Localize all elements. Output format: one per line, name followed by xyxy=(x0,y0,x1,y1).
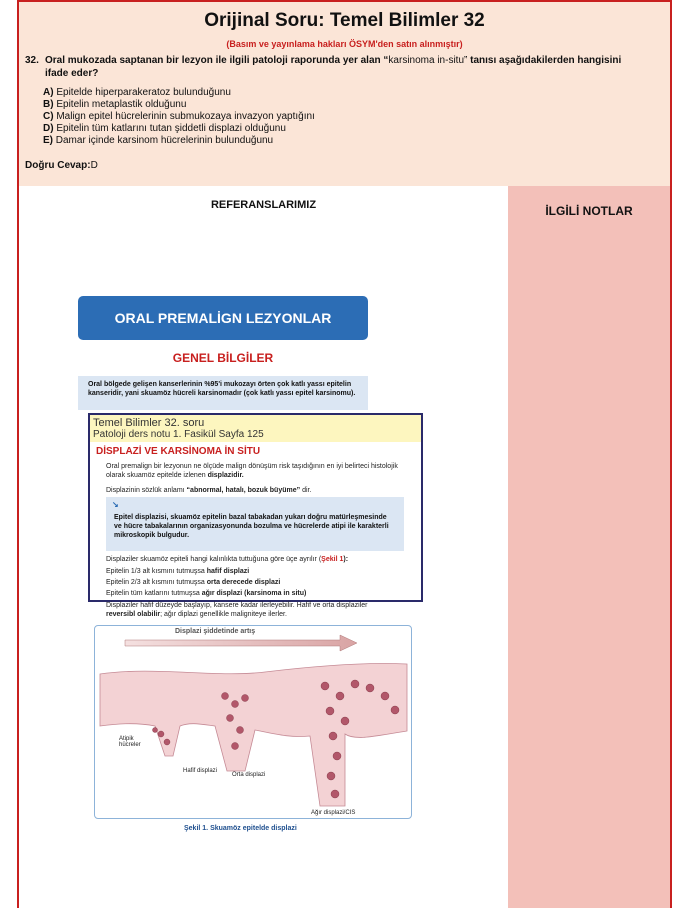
answer-label: Doğru Cevap: xyxy=(25,160,91,171)
list-item-mild: Epitelin 1/3 alt kısmını tutmuşsa hafif displazi xyxy=(106,568,250,575)
copyright-note: (Basım ve yayınlama hakları ÖSYM'den satın alınmıştır) xyxy=(226,39,463,49)
option-a: A) Epitelde hiperparakeratoz bulunduğunu xyxy=(43,87,231,98)
question-number: 32. xyxy=(25,55,39,66)
moderate-dysplasia-label: Orta displazi xyxy=(232,772,266,778)
list-item-moderate: Epitelin 2/3 alt kısmını tutmuşsa orta derecede displazi xyxy=(106,579,281,586)
notes-column xyxy=(508,186,670,908)
answer-value: D xyxy=(90,160,98,171)
severe-dysplasia-label: Ağır displazi/CIS xyxy=(311,810,356,816)
paragraph-1: Oral premalign bir lezyonun ne ölçüde malign dönüşüm risk taşıdığının en iyi belirteci histolojik olarak skuamöz epitelde izlenen displazidir. xyxy=(106,463,398,479)
section-heading: DİSPLAZİ VE KARSİNOMA İN SİTU xyxy=(96,446,261,457)
question-panel xyxy=(19,2,670,186)
option-e: E) Damar içinde karsinom hücrelerinin bulunduğunu xyxy=(43,135,274,146)
correct-answer xyxy=(25,160,98,171)
book-intro: Oral bölgede gelişen kanserlerinin %95'i mukozayı örten çok katlı yassı epitelin kanseridir, yani skuamöz hücreli karsinomadır (çok katlı yassı epitel karsinomu). xyxy=(78,376,368,410)
reference-source: Temel Bilimler 32. soru xyxy=(93,417,205,429)
option-d: D) Epitelin tüm katlarını tutan şiddetli displazi olduğunu xyxy=(43,123,286,134)
option-c: C) Malign epitel hücrelerinin submukozaya invazyon yaptığını xyxy=(43,111,315,122)
pointer-icon: ↘ xyxy=(112,500,119,509)
definition-box xyxy=(106,497,404,551)
reference-label xyxy=(90,415,421,442)
book-heading: GENEL BİLGİLER xyxy=(172,351,274,365)
paragraph-4: Displaziler hafif düzeyde başlayıp, kansere kadar ilerleyebilir. Hafif ve orta displaziler reversibl olabilir; ağır diplazi genellikle maligniteye ilerler. xyxy=(106,602,368,618)
figure-caption: Şekil 1. Skuamöz epitelde displazi xyxy=(184,825,297,832)
reference-highlight-box xyxy=(88,413,423,602)
list-item-severe: Epitelin tüm katlarını tutmuşsa ağır displazi (karsinoma in situ) xyxy=(106,590,307,597)
reference-page: Patoloji ders notu 1. Fasikül Sayfa 125 xyxy=(93,429,264,440)
question-text xyxy=(25,54,625,80)
paragraph-2: Displazinin sözlük anlamı “abnormal, hatalı, bozuk büyüme” dir. xyxy=(106,487,312,494)
mild-dysplasia-label: Hafif displazi xyxy=(183,768,218,774)
atypical-cells-label: Atipik hücreler xyxy=(119,736,141,748)
book-banner: ORAL PREMALİGN LEZYONLAR xyxy=(78,296,368,340)
stem-part-1: Oral mukozada saptanan bir lezyon ile ilgili patoloji raporunda yer alan “ xyxy=(45,55,389,66)
dysplasia-figure xyxy=(94,625,412,819)
option-b: B) Epitelin metaplastik olduğunu xyxy=(43,99,187,110)
stem-quote: karsinoma in-situ” xyxy=(388,55,468,66)
question-title: Orijinal Soru: Temel Bilimler 32 xyxy=(204,10,485,31)
definition-text: Epitel displazisi, skuamöz epitelin bazal tabakadan yukarı doğru matürleşmesinde ve hücre tabakalarının organizasyonunda bozulma ve hücrelerde atipi ile karakterli mikroskopik bulgudur. xyxy=(114,514,389,539)
paragraph-3: Displaziler skuamöz epiteli hangi kalınlıkta tuttuğuna göre üçe ayrılır (Şekil 1): xyxy=(106,556,349,563)
question-stem xyxy=(25,54,625,80)
notes-title: İLGİLİ NOTLAR xyxy=(545,204,633,218)
arrow-label: Displazi şiddetinde artış xyxy=(175,628,256,635)
answer-options xyxy=(43,87,315,147)
references-title: REFERANSLARIMIZ xyxy=(210,199,317,211)
dysplasia-illustration xyxy=(95,626,413,820)
stem-part-2: tanısı aşağıdakilerden hangisini ifade eder? xyxy=(45,55,622,79)
